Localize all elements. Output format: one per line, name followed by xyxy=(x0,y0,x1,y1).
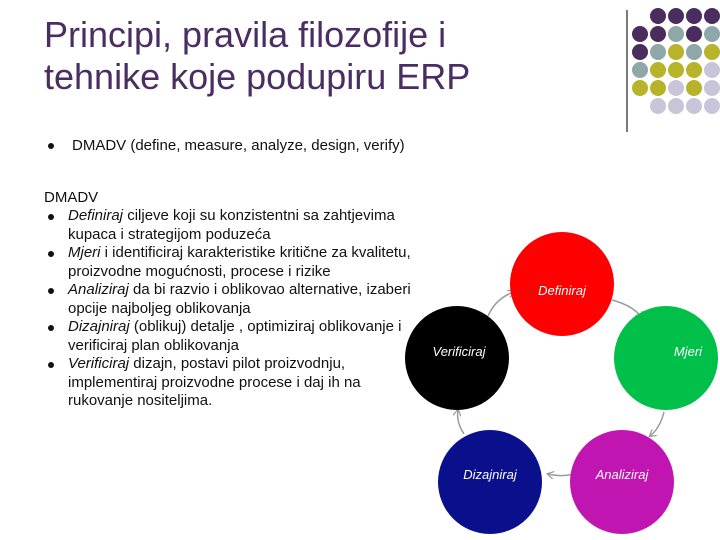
dmadv-heading: DMADV xyxy=(44,189,99,206)
cycle-node-analiziraj xyxy=(570,430,674,534)
cycle-node-dizajniraj xyxy=(438,430,542,534)
list-item-keyword: Verificiraj xyxy=(68,355,134,372)
arrow-verificiraj-to-definiraj xyxy=(488,292,514,316)
cycle-node-label: Verificiraj xyxy=(432,343,486,359)
arrow-dizajniraj-to-verificiraj xyxy=(458,410,464,434)
list-item-keyword: Mjeri xyxy=(68,244,101,261)
list-item-text: ciljeve koji su konzistentni sa zahtjevima kupaca i strategijom poduzeća xyxy=(68,207,395,243)
cycle-node-label: Dizajniraj xyxy=(463,466,517,482)
slide-title-line-1: Principi, pravila filozofije i xyxy=(44,14,447,55)
cycle-node-verificiraj xyxy=(405,306,509,410)
list-item-keyword: Dizajniraj xyxy=(68,318,130,335)
intro-bullet: DMADV (define, measure, analyze, design, verify) xyxy=(72,137,405,154)
cycle-node-label: Analiziraj xyxy=(595,466,649,482)
arrow-mjeri-to-analiziraj xyxy=(650,412,664,436)
list-item-text: da bi razvio i oblikovao alternative, izaberi opcije najboljeg oblikovanja xyxy=(68,281,411,317)
list-item-text: i identificiraj karakteristike kritične za kvalitetu, proizvodne mogućnosti, procese i rizike xyxy=(68,244,411,280)
list-item-keyword: Analiziraj xyxy=(68,281,129,298)
list-item-text: dizajn, postavi pilot proizvodnju, implementiraj proizvodne procese i daj ih na rukovanje nositeljima. xyxy=(68,355,361,409)
cycle-node-mjeri xyxy=(614,306,718,410)
cycle-node-definiraj xyxy=(510,232,614,336)
cycle-node-label: Mjeri xyxy=(673,343,703,359)
list-item-keyword: Definiraj xyxy=(68,207,124,224)
cycle-node-label: Definiraj xyxy=(538,282,586,298)
slide-title-line-2: tehnike koje podupiru ERP xyxy=(44,56,471,97)
list-item-text: (oblikuj) detalje , optimiziraj oblikovanje i verificiraj plan oblikovanja xyxy=(68,318,402,354)
